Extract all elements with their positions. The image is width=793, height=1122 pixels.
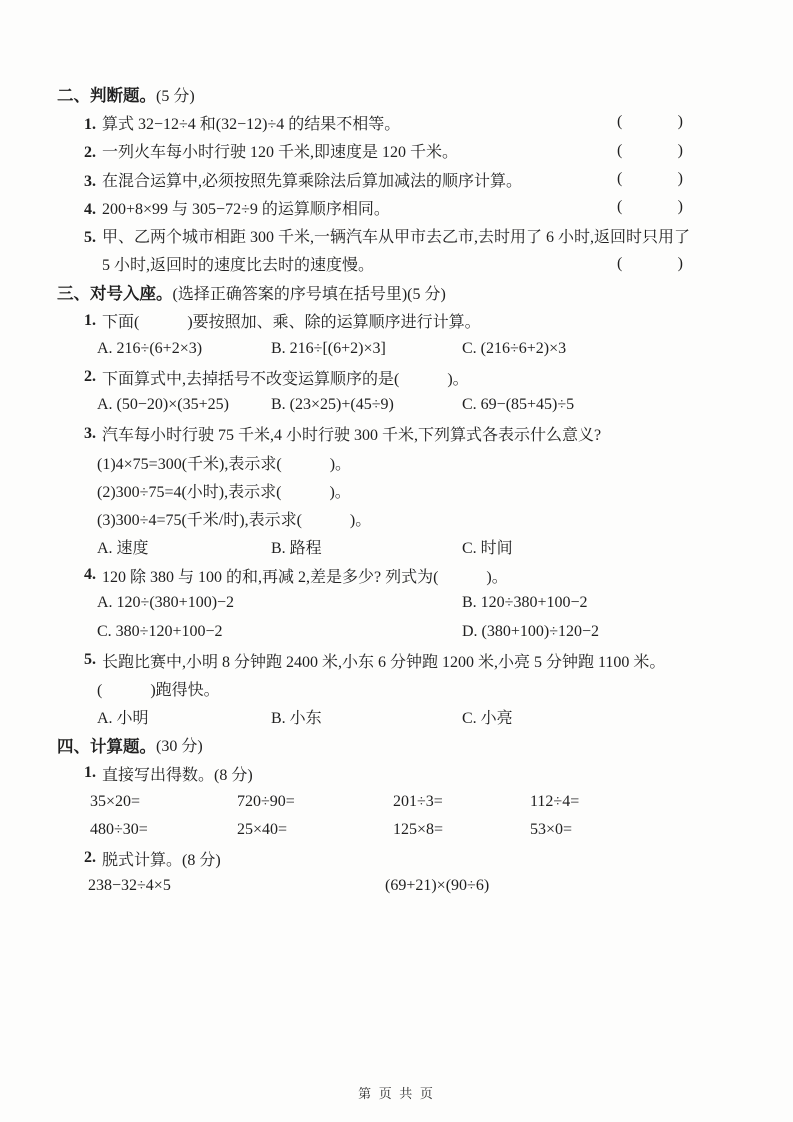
choice-q4-options-row2: [0, 618, 793, 646]
calc-stepwise-row: [0, 872, 793, 900]
choice-q5-options: [0, 703, 793, 731]
judge-item-4-num: 4.: [84, 200, 96, 218]
calc-oral-row1: [0, 787, 793, 815]
answer-bracket: [617, 255, 683, 273]
bracket-open: (: [617, 113, 623, 131]
bracket-open: (: [617, 141, 623, 159]
choice-q2-option-a: A. (50−20)×(35+25): [97, 396, 229, 414]
choice-q3-part-1: [0, 448, 793, 476]
choice-q3-options: [0, 533, 793, 561]
calc-sub2-title: [0, 844, 793, 872]
choice-q5-option-a: A. 小明: [97, 710, 149, 728]
calc-stepwise-expr-1: 238−32÷4×5: [88, 877, 171, 895]
judge-item-4-text: [84, 196, 390, 219]
bracket-open: (: [617, 198, 623, 216]
judge-section-title: 二、判断题。: [57, 87, 156, 106]
choice-q4-option-d: D. (380+100)÷120−2: [462, 622, 600, 640]
calc-expr: 201÷3=: [393, 792, 443, 810]
bracket-close: ): [677, 170, 683, 188]
judge-item-1-text: [84, 111, 400, 134]
choice-q5-option-c: C. 小亮: [462, 710, 513, 728]
answer-bracket: [617, 113, 683, 131]
choice-q4-option-c: C. 380÷120+100−2: [97, 622, 223, 640]
choice-q1-option-c: C. (216÷6+2)×3: [462, 339, 567, 357]
judge-item-3: [0, 165, 793, 193]
choice-section-heading: [0, 278, 793, 306]
calc-expr: 480÷30=: [90, 820, 148, 838]
answer-bracket: [617, 198, 683, 216]
judge-item-3-num: 3.: [84, 172, 96, 190]
judge-item-4-statement: 200+8×99 与 305−72÷9 的运算顺序相同。: [102, 200, 390, 218]
choice-section-note: (选择正确答案的序号填在括号里)(5 分): [172, 285, 446, 303]
choice-q2-options: [0, 391, 793, 419]
judge-item-1: [0, 108, 793, 136]
judge-item-5-statement-line2: 5 小时,返回时的速度比去时的速度慢。: [102, 257, 375, 275]
choice-q1-options: [0, 335, 793, 363]
answer-bracket: [617, 170, 683, 188]
page-footer: 第 页 共 页: [358, 1086, 435, 1101]
judge-item-1-statement: 算式 32−12÷4 和(32−12)÷4 的结果不相等。: [102, 115, 401, 133]
judge-item-5-num: 5.: [84, 229, 96, 247]
judge-item-3-statement: 在混合运算中,必须按照先算乘除法后算加减法的顺序计算。: [102, 172, 523, 190]
calc-expr: 125×8=: [393, 820, 444, 838]
choice-q1: [0, 306, 793, 334]
choice-q4-text: 120 除 380 与 100 的和,再减 2,差是多少? 列式为( )。: [102, 568, 508, 586]
bracket-close: ): [677, 198, 683, 216]
judge-item-5-line1: [0, 221, 793, 249]
judge-item-2-statement: 一列火车每小时行驶 120 千米,即速度是 120 千米。: [102, 144, 459, 162]
calc-expr: 53×0=: [530, 820, 573, 838]
choice-section-title: 三、对号入座。: [57, 285, 173, 304]
choice-q5-line1: [0, 646, 793, 674]
calc-sub1-title: [0, 759, 793, 787]
calc-expr: 35×20=: [90, 792, 141, 810]
answer-bracket: [617, 142, 683, 160]
judge-section-heading: [0, 80, 793, 108]
choice-q4: [0, 561, 793, 589]
choice-q4-options-row1: [0, 589, 793, 617]
choice-q3-part-3: [0, 504, 793, 532]
choice-q3-part-3-text: (3)300÷4=75(千米/时),表示求( )。: [97, 512, 372, 530]
judge-item-4: [0, 193, 793, 221]
choice-q1-option-b: B. 216÷[(6+2)×3]: [271, 339, 386, 357]
choice-q5-text-line1: 长跑比赛中,小明 8 分钟跑 2400 米,小东 6 分钟跑 1200 米,小亮 5 分钟跑 1100 米。: [102, 653, 666, 671]
calc-section-score: (30 分): [156, 738, 203, 756]
choice-q5-text-line2: ( )跑得快。: [97, 681, 220, 699]
judge-item-5-statement-line1: 甲、乙两个城市相距 300 千米,一辆汽车从甲市去乙市,去时用了 6 小时,返回时只用了: [102, 229, 691, 247]
calc-sub1-title-text: 直接写出得数。(8 分): [102, 766, 253, 784]
judge-item-3-text: [84, 168, 522, 191]
choice-q1-num: 1.: [84, 311, 96, 329]
choice-q5-option-b: B. 小东: [271, 710, 322, 728]
calc-section-heading: [0, 731, 793, 759]
judge-item-2-text: [84, 139, 458, 162]
judge-item-2-num: 2.: [84, 144, 96, 162]
choice-q2-text: 下面算式中,去掉括号不改变运算顺序的是( )。: [102, 370, 469, 388]
judge-item-5-text: [84, 224, 690, 247]
choice-q1-option-a: A. 216÷(6+2×3): [97, 339, 203, 357]
choice-q3-option-a: A. 速度: [97, 540, 149, 558]
bracket-open: (: [617, 170, 623, 188]
choice-q4-num: 4.: [84, 566, 96, 584]
choice-q5-num: 5.: [84, 651, 96, 669]
choice-q3-option-b: B. 路程: [271, 540, 322, 558]
choice-q4-option-a: A. 120÷(380+100)−2: [97, 594, 235, 612]
calc-sub2-num: 2.: [84, 849, 96, 867]
choice-q2: [0, 363, 793, 391]
choice-q3-text: 汽车每小时行驶 75 千米,4 小时行驶 300 千米,下列算式各表示什么意义?: [102, 427, 602, 445]
choice-q2-option-b: B. (23×25)+(45÷9): [271, 396, 394, 414]
choice-q3: [0, 420, 793, 448]
choice-q2-num: 2.: [84, 368, 96, 386]
choice-q5-line2: [0, 674, 793, 702]
calc-section-title: 四、计算题。: [57, 737, 156, 756]
calc-sub2-title-text: 脱式计算。(8 分): [102, 851, 221, 869]
choice-q3-num: 3.: [84, 424, 96, 442]
choice-q3-option-c: C. 时间: [462, 540, 513, 558]
choice-q2-option-c: C. 69−(85+45)÷5: [462, 396, 575, 414]
choice-q1-text: 下面( )要按照加、乘、除的运算顺序进行计算。: [102, 314, 481, 332]
bracket-close: ): [677, 254, 683, 272]
calc-sub1-num: 1.: [84, 764, 96, 782]
judge-section-score: (5 分): [156, 87, 195, 105]
calc-stepwise-expr-2: (69+21)×(90÷6): [385, 877, 490, 895]
choice-q3-part-2: [0, 476, 793, 504]
calc-expr: 25×40=: [237, 820, 288, 838]
calc-oral-row2: [0, 816, 793, 844]
choice-q3-part-1-text: (1)4×75=300(千米),表示求( )。: [97, 455, 352, 473]
judge-item-1-num: 1.: [84, 115, 96, 133]
bracket-close: ): [677, 113, 683, 131]
calc-expr: 720÷90=: [237, 792, 295, 810]
judge-item-5-line2: [0, 250, 793, 278]
calc-expr: 112÷4=: [530, 792, 580, 810]
choice-q4-option-b: B. 120÷380+100−2: [462, 594, 588, 612]
bracket-open: (: [617, 254, 623, 272]
judge-item-2: [0, 137, 793, 165]
choice-q3-part-2-text: (2)300÷75=4(小时),表示求( )。: [97, 483, 351, 501]
bracket-close: ): [677, 141, 683, 159]
